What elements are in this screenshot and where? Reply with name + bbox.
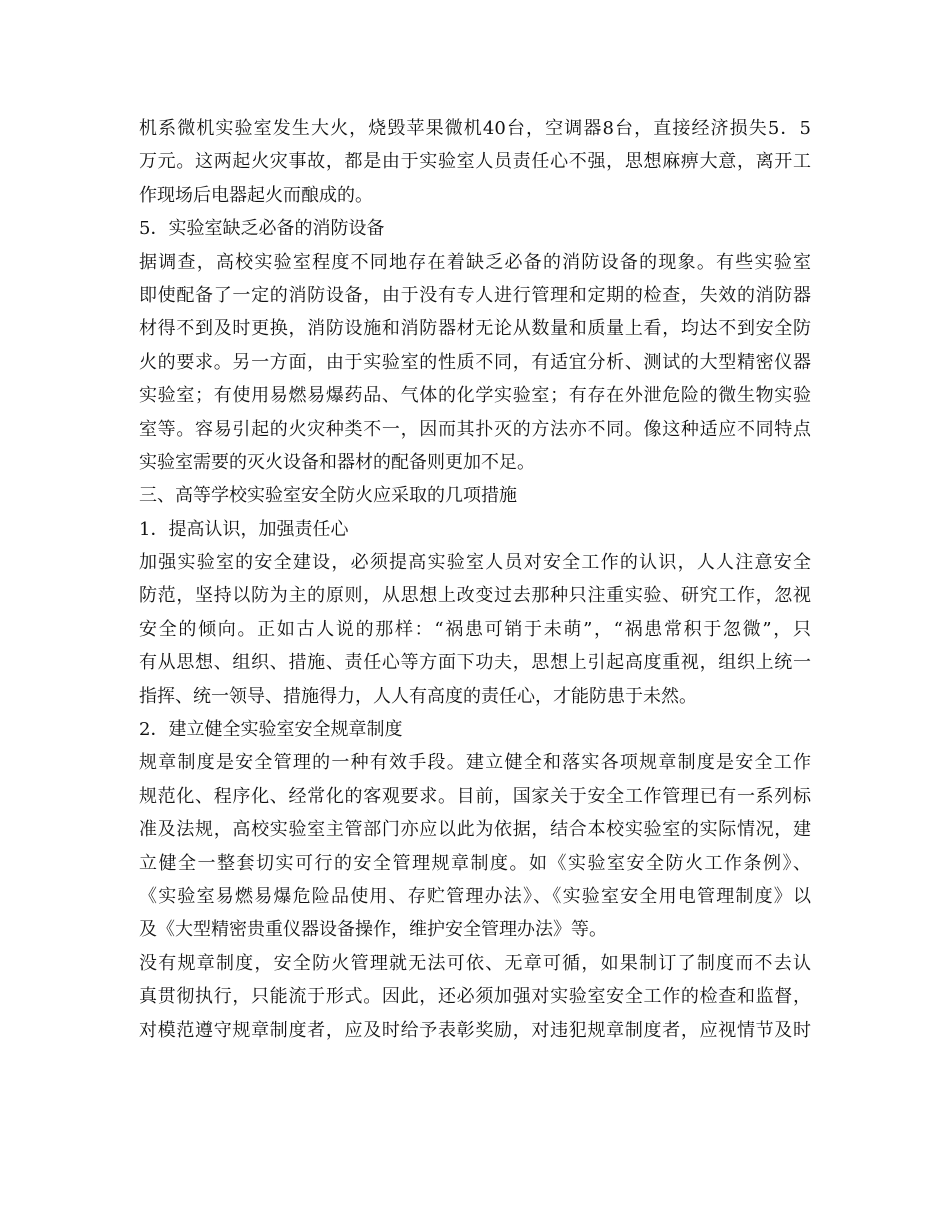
text-line: 机系微机实验室发生大火，烧毁苹果微机40台，空调器8台，直接经济损失5．5 — [139, 118, 811, 139]
text-line: 没有规章制度，安全防火管理就无法可依、无章可循，如果制订了制度而不去认 — [139, 952, 811, 974]
text-line: 规章制度是安全管理的一种有效手段。建立健全和落实各项规章制度是安全工作 — [139, 752, 811, 774]
text-line: 真贯彻执行，只能流于形式。因此，还必须加强对实验室安全工作的检查和监督， — [139, 986, 811, 1008]
text-line: 作现场后电器起火而酿成的。 — [139, 184, 373, 206]
text-line: 立健全一整套切实可行的安全管理规章制度。如《实验室安全防火工作条例》、 — [139, 852, 811, 874]
text-line: 规范化、程序化、经常化的客观要求。目前，国家关于安全工作管理已有一系列标 — [139, 785, 811, 807]
text-line: 及《大型精密贵重仪器设备操作，维护安全管理办法》等。 — [139, 919, 607, 941]
text-line: 《实验室易燃易爆危险品使用、存贮管理办法》、《实验室安全用电管理制度》以 — [139, 885, 811, 907]
text-line: 即使配备了一定的消防设备，由于没有专人进行管理和定期的检查，失效的消防器 — [139, 284, 811, 306]
text-line: 三、高等学校实验室安全防火应采取的几项措施 — [139, 485, 517, 507]
text-line: 1．提高认识，加强责任心 — [139, 518, 349, 540]
text-line: 5．实验室缺乏必备的消防设备 — [139, 218, 385, 240]
text-line: 指挥、统一领导、措施得力，人人有高度的责任心，才能防患于未然。 — [139, 685, 697, 707]
text-line: 实验室需要的灭火设备和器材的配备则更加不足。 — [139, 451, 535, 473]
text-line: 防范，坚持以防为主的原则，从思想上改变过去那种只注重实验、研究工作，忽视 — [139, 585, 811, 607]
text-line: 据调查，高校实验室程度不同地存在着缺乏必备的消防设备的现象。有些实验室 — [139, 251, 811, 273]
text-line: 实验室；有使用易燃易爆药品、气体的化学实验室；有存在外泄危险的微生物实验 — [139, 385, 811, 407]
text-line: 安全的倾向。正如古人说的那样：“祸患可销于未萌”，“祸患常积于忽微”，只 — [139, 618, 811, 640]
text-line: 对模范遵守规章制度者，应及时给予表彰奖励，对违犯规章制度者，应视情节及时 — [139, 1019, 811, 1041]
text-line: 有从思想、组织、措施、责任心等方面下功夫，思想上引起高度重视，组织上统一 — [139, 652, 811, 674]
text-line: 万元。这两起火灾事故，都是由于实验室人员责任心不强，思想麻痹大意，离开工 — [139, 151, 811, 173]
text-line: 加强实验室的安全建设，必须提高实验室人员对安全工作的认识，人人注意安全 — [139, 552, 811, 574]
text-line: 室等。容易引起的火灾种类不一，因而其扑灭的方法亦不同。像这种适应不同特点 — [139, 418, 811, 440]
text-line: 2．建立健全实验室安全规章制度 — [139, 719, 403, 741]
document-body — [139, 112, 811, 1047]
text-line: 火的要求。另一方面，由于实验室的性质不同，有适宜分析、测试的大型精密仪器 — [139, 351, 811, 373]
text-line: 材得不到及时更换，消防设施和消防器材无论从数量和质量上看，均达不到安全防 — [139, 318, 811, 340]
text-line: 准及法规，高校实验室主管部门亦应以此为依据，结合本校实验室的实际情况，建 — [139, 819, 811, 841]
